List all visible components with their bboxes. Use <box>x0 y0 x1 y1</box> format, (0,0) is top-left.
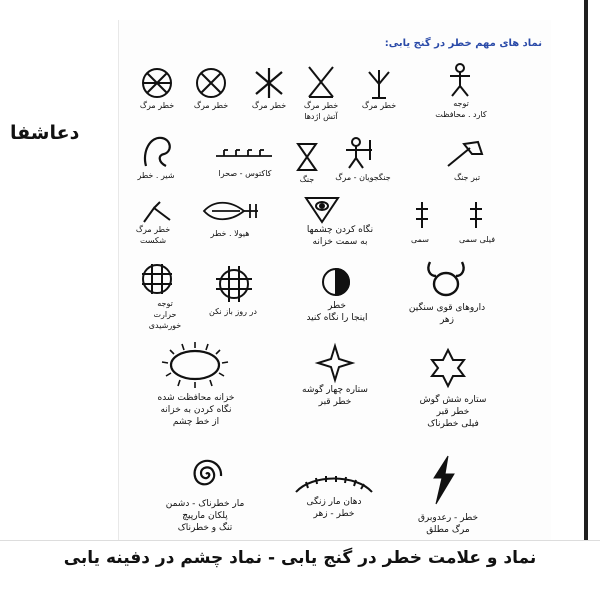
sun-oval-icon <box>158 340 232 390</box>
symbol-caption: خطر اینجا را نگاه کنید <box>306 301 368 323</box>
symbol-caption: خطر مرگ <box>251 101 287 110</box>
symbol-caption: داروهای قوی سنگین زهر <box>408 303 486 325</box>
four-point-star-icon <box>316 344 354 382</box>
symbol-caption: در روز باز نکن <box>209 307 257 316</box>
hourglass-icon <box>296 142 318 172</box>
symbol-caption: ستاره شش گوش خطر قبر فیلی خطرناک <box>419 395 487 429</box>
symbol-caption: دهان مار زنگی خطر - زهر <box>306 497 362 519</box>
lightning-icon <box>428 454 458 506</box>
page-edge-bar <box>584 0 588 560</box>
moon-eye-icon <box>318 266 354 298</box>
symbol-caption: خطر مرگ شکست <box>135 225 171 245</box>
symbol-caption: خطر مرگ آتش اژدها <box>303 101 339 121</box>
symbol-caption: جنگ <box>299 175 315 184</box>
warrior-icon <box>344 136 374 170</box>
six-point-star-icon <box>428 348 468 388</box>
horned-skull-icon <box>424 258 468 298</box>
circle-x-icon <box>194 66 228 100</box>
trident-icon <box>364 66 394 100</box>
symbol-caption: توجه حرارت خورشیدی <box>148 299 182 330</box>
symbol-caption: مار خطرناک - دشمن پلکان مارپیچ تنگ و خطرناک <box>165 499 245 533</box>
spiral-snake-icon <box>184 452 228 496</box>
crossed-circle-x-icon <box>140 66 174 100</box>
cactus-line-icon <box>214 146 274 162</box>
crosshair-grid-icon <box>216 266 252 302</box>
watermark-stamp: دعاشفا <box>10 122 80 144</box>
symbol-caption: توجه کارد . محافظت <box>435 99 487 119</box>
fish-spine-icon <box>200 198 262 224</box>
triangle-eye-icon <box>302 194 342 224</box>
symbol-caption: خزانه محافظت شده نگاه کردن به خزانه از خط چشم <box>157 393 235 427</box>
symbol-caption: شیر . خطر <box>137 171 175 180</box>
broken-sword-icon <box>140 200 174 226</box>
symbol-caption: ستاره چهار گوشه خطر قبر <box>302 385 368 407</box>
axe-icon <box>444 140 484 170</box>
symbol-caption: نگاه کردن چشمها به سمت خزانه <box>306 225 374 247</box>
double-cross-icon <box>468 200 484 230</box>
lion-tail-icon <box>140 132 180 170</box>
asterisk-icon <box>252 66 286 100</box>
symbol-caption: هیولا . خطر <box>210 229 250 238</box>
stick-figure-icon <box>446 62 474 98</box>
symbol-caption: خطر مرگ <box>139 101 175 110</box>
symbol-caption: تبر جنگ <box>453 173 481 182</box>
symbol-caption: سمی <box>411 235 429 244</box>
symbol-caption: خطر مرگ <box>193 101 229 110</box>
double-cross-icon <box>414 200 430 230</box>
symbol-caption: خطر - رعدوبرق مرگ مطلق <box>417 513 479 535</box>
page-heading: نماد های مهم خطر در گنج یابی: <box>384 38 542 49</box>
bell-snake-arc-icon <box>292 472 376 496</box>
banner-title: نماد و علامت خطر در گنج یابی - نماد چشم در دفینه یابی <box>63 548 537 568</box>
symbol-caption: خطر مرگ <box>361 101 397 110</box>
hourglass-x-icon <box>306 64 336 100</box>
symbol-caption: فیلی سمی <box>458 235 496 244</box>
grid-circle-icon <box>140 262 174 296</box>
symbol-caption: کاکتوس - صحرا <box>218 169 272 178</box>
symbol-caption: جنگجویان - مرگ <box>335 173 391 182</box>
